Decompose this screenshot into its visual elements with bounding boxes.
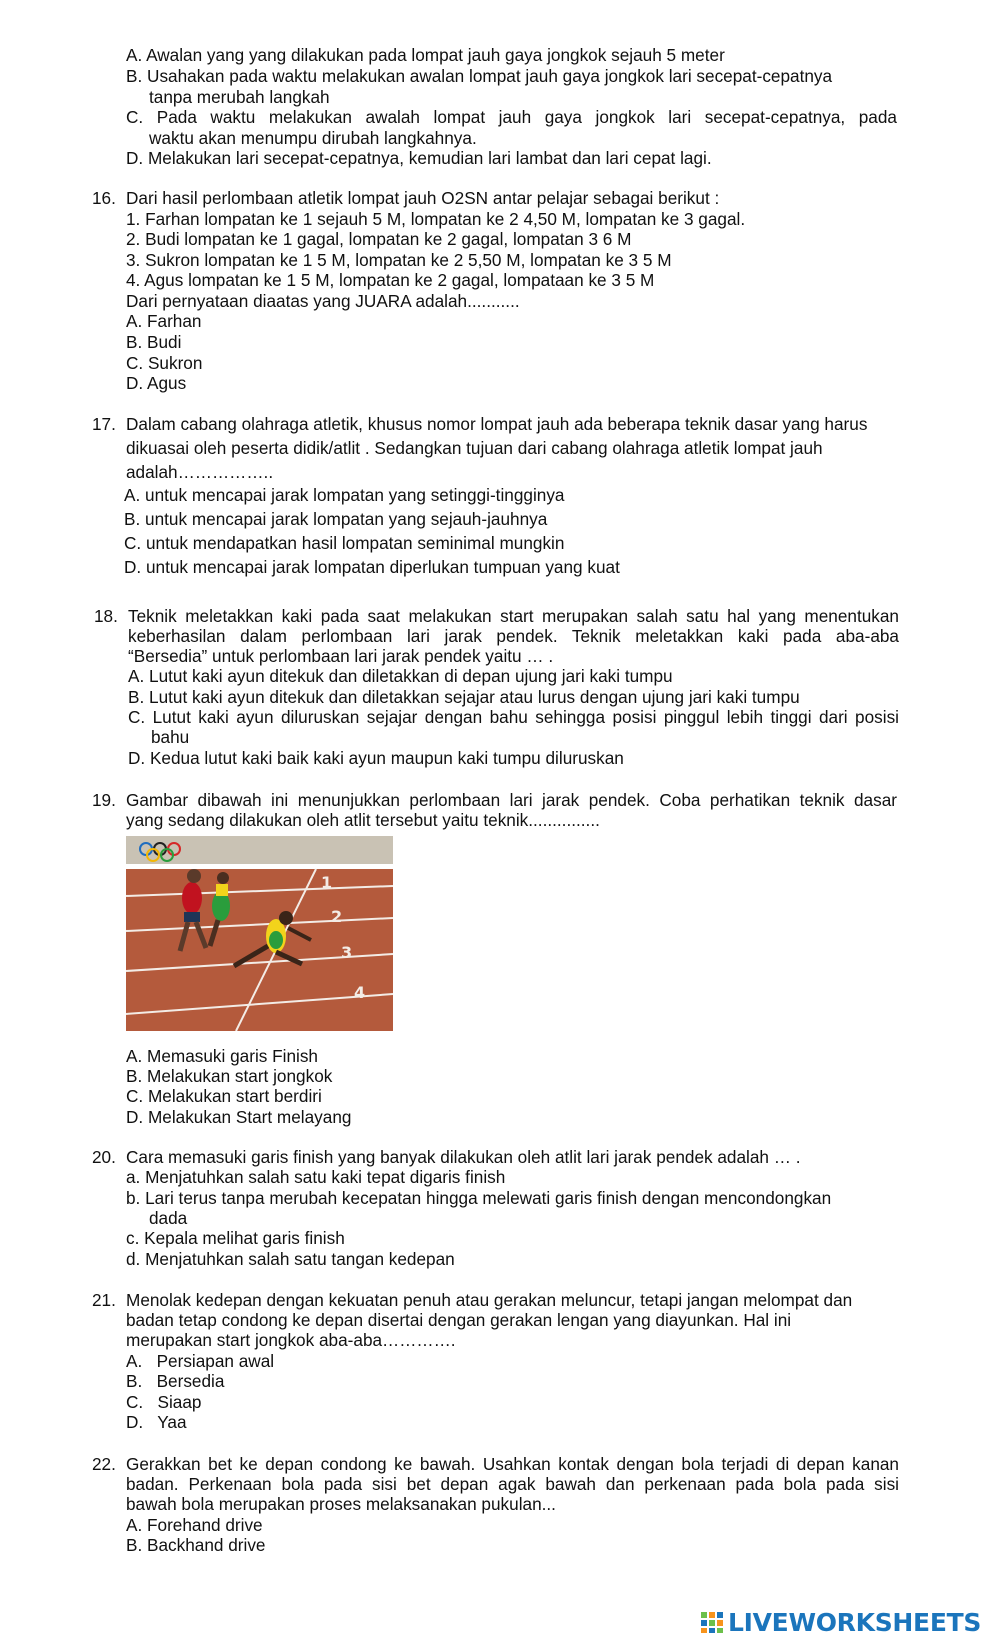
q17-option-a: A. untuk mencapai jarak lompatan yang setinggi-tingginya xyxy=(124,485,565,505)
q20-option-b-cont: dada xyxy=(149,1208,188,1228)
q18-number: 18. xyxy=(94,606,118,626)
q19-option-c: C. Melakukan start berdiri xyxy=(126,1086,322,1106)
q15-option-a: A. Awalan yang yang dilakukan pada lompat jauh gaya jongkok sejauh 5 meter xyxy=(126,45,725,65)
q16-number: 16. xyxy=(92,188,116,208)
q18-stem-2: keberhasilan dalam perlombaan lari jarak pendek. Teknik meletakkan kaki pada aba-aba xyxy=(128,626,899,646)
q16-statement-1: 1. Farhan lompatan ke 1 sejauh 5 M, lompatan ke 2 4,50 M, lompatan ke 3 gagal. xyxy=(126,209,746,229)
q20-option-c: c. Kepala melihat garis finish xyxy=(126,1228,345,1248)
q19-number: 19. xyxy=(92,790,116,810)
q17-option-b: B. untuk mencapai jarak lompatan yang sejauh-jauhnya xyxy=(124,509,548,529)
q20-option-a: a. Menjatuhkan salah satu kaki tepat digaris finish xyxy=(126,1167,506,1187)
liveworksheets-logo-text: LIVEWORKSHEETS xyxy=(728,1607,982,1637)
q15-option-b-cont: tanpa merubah langkah xyxy=(149,87,330,107)
q18-option-d: D. Kedua lutut kaki baik kaki ayun maupun kaki tumpu diluruskan xyxy=(128,748,624,768)
q20-number: 20. xyxy=(92,1147,116,1167)
q16-question: Dari pernyataan diaatas yang JUARA adalah........... xyxy=(126,291,520,311)
q22-stem-1: Gerakkan bet ke depan condong ke bawah. Usahkan kontak dengan bola terjadi di depan kanan xyxy=(126,1454,899,1474)
svg-text:4: 4 xyxy=(354,983,366,1002)
q19-stem-2: yang sedang dilakukan oleh atlit tersebut yaitu teknik............... xyxy=(126,810,600,830)
q18-stem-1: Teknik meletakkan kaki pada saat melakukan start merupakan salah satu hal yang menentukan xyxy=(128,606,899,626)
sprint-finish-photo xyxy=(126,836,393,1031)
q17-stem-1: Dalam cabang olahraga atletik, khusus nomor lompat jauh ada beberapa teknik dasar yang harus xyxy=(126,414,868,434)
svg-text:3: 3 xyxy=(341,943,353,962)
q19-option-d: D. Melakukan Start melayang xyxy=(126,1107,352,1127)
q20-stem: Cara memasuki garis finish yang banyak dilakukan oleh atlit lari jarak pendek adalah … . xyxy=(126,1147,801,1167)
q21-number: 21. xyxy=(92,1290,116,1310)
q21-option-b: B. Bersedia xyxy=(126,1371,225,1391)
q21-option-c: C. Siaap xyxy=(126,1392,202,1412)
svg-text:2: 2 xyxy=(331,907,343,926)
q19-option-b: B. Melakukan start jongkok xyxy=(126,1066,333,1086)
q16-option-d: D. Agus xyxy=(126,373,187,393)
q18-option-c: C. Lutut kaki ayun diluruskan sejajar dengan bahu sehingga posisi pinggul lebih tinggi dari posisi xyxy=(128,707,899,727)
q19-option-a: A. Memasuki garis Finish xyxy=(126,1046,318,1066)
q22-stem-2: badan. Perkenaan bola pada sisi bet depan agak bawah dan perkenaan pada bola pada sisi xyxy=(126,1474,899,1494)
q18-option-b: B. Lutut kaki ayun ditekuk dan diletakkan sejajar atau lurus dengan ujung jari kaki tumpu xyxy=(128,687,800,707)
q15-option-d: D. Melakukan lari secepat-cepatnya, kemudian lari lambat dan lari cepat lagi. xyxy=(126,148,712,168)
q16-option-b: B. Budi xyxy=(126,332,182,352)
q21-stem-2: badan tetap condong ke depan disertai dengan gerakan lengan yang diayunkan. Hal ini xyxy=(126,1310,792,1330)
q15-option-b: B. Usahakan pada waktu melakukan awalan lompat jauh gaya jongkok lari secepat-cepatnya xyxy=(126,66,833,86)
q21-stem-1: Menolak kedepan dengan kekuatan penuh atau gerakan meluncur, tetapi jangan melompat dan xyxy=(126,1290,853,1310)
q18-stem-3: “Bersedia” untuk perlombaan lari jarak pendek yaitu … . xyxy=(128,646,554,666)
q22-option-a: A. Forehand drive xyxy=(126,1515,263,1535)
q17-stem-3: adalah…………….. xyxy=(126,462,274,482)
q22-number: 22. xyxy=(92,1454,116,1474)
q16-option-c: C. Sukron xyxy=(126,353,203,373)
liveworksheets-logo[interactable] xyxy=(700,1607,992,1637)
q16-option-a: A. Farhan xyxy=(126,311,202,331)
q15-option-c-cont: waktu akan menumpu dirubah langkahnya. xyxy=(149,128,477,148)
q18-option-c-cont: bahu xyxy=(151,727,190,747)
q17-option-d: D. untuk mencapai jarak lompatan diperlukan tumpuan yang kuat xyxy=(124,557,620,577)
liveworksheets-logo-icon xyxy=(700,1610,724,1634)
q15-option-c: C. Pada waktu melakukan awalah lompat jauh gaya jongkok lari secepat-cepatnya, pada xyxy=(126,107,897,127)
svg-text:1: 1 xyxy=(321,873,333,892)
q21-option-a: A. Persiapan awal xyxy=(126,1351,275,1371)
q16-stem: Dari hasil perlombaan atletik lompat jauh O2SN antar pelajar sebagai berikut : xyxy=(126,188,720,208)
q17-option-c: C. untuk mendapatkan hasil lompatan seminimal mungkin xyxy=(124,533,565,553)
q21-option-d: D. Yaa xyxy=(126,1412,187,1432)
q21-stem-3: merupakan start jongkok aba-aba…………. xyxy=(126,1330,456,1350)
q16-statement-2: 2. Budi lompatan ke 1 gagal, lompatan ke 2 gagal, lompatan 3 6 M xyxy=(126,229,632,249)
q20-option-d: d. Menjatuhkan salah satu tangan kedepan xyxy=(126,1249,455,1269)
q19-stem-1: Gambar dibawah ini menunjukkan perlombaan lari jarak pendek. Coba perhatikan teknik dasar xyxy=(126,790,897,810)
q18-option-a: A. Lutut kaki ayun ditekuk dan diletakkan di depan ujung jari kaki tumpu xyxy=(128,666,673,686)
q20-option-b: b. Lari terus tanpa merubah kecepatan hingga melewati garis finish dengan mencondongkan xyxy=(126,1188,832,1208)
q22-stem-3: bawah bola merupakan proses melaksanakan pukulan... xyxy=(126,1494,556,1514)
q17-number: 17. xyxy=(92,414,116,434)
q16-statement-3: 3. Sukron lompatan ke 1 5 M, lompatan ke 2 5,50 M, lompatan ke 3 5 M xyxy=(126,250,672,270)
q16-statement-4: 4. Agus lompatan ke 1 5 M, lompatan ke 2 gagal, lompataan ke 3 5 M xyxy=(126,270,655,290)
q17-stem-2: dikuasai oleh peserta didik/atlit . Sedangkan tujuan dari cabang olahraga atletik lompat jauh xyxy=(126,438,823,458)
q22-option-b: B. Backhand drive xyxy=(126,1535,266,1555)
